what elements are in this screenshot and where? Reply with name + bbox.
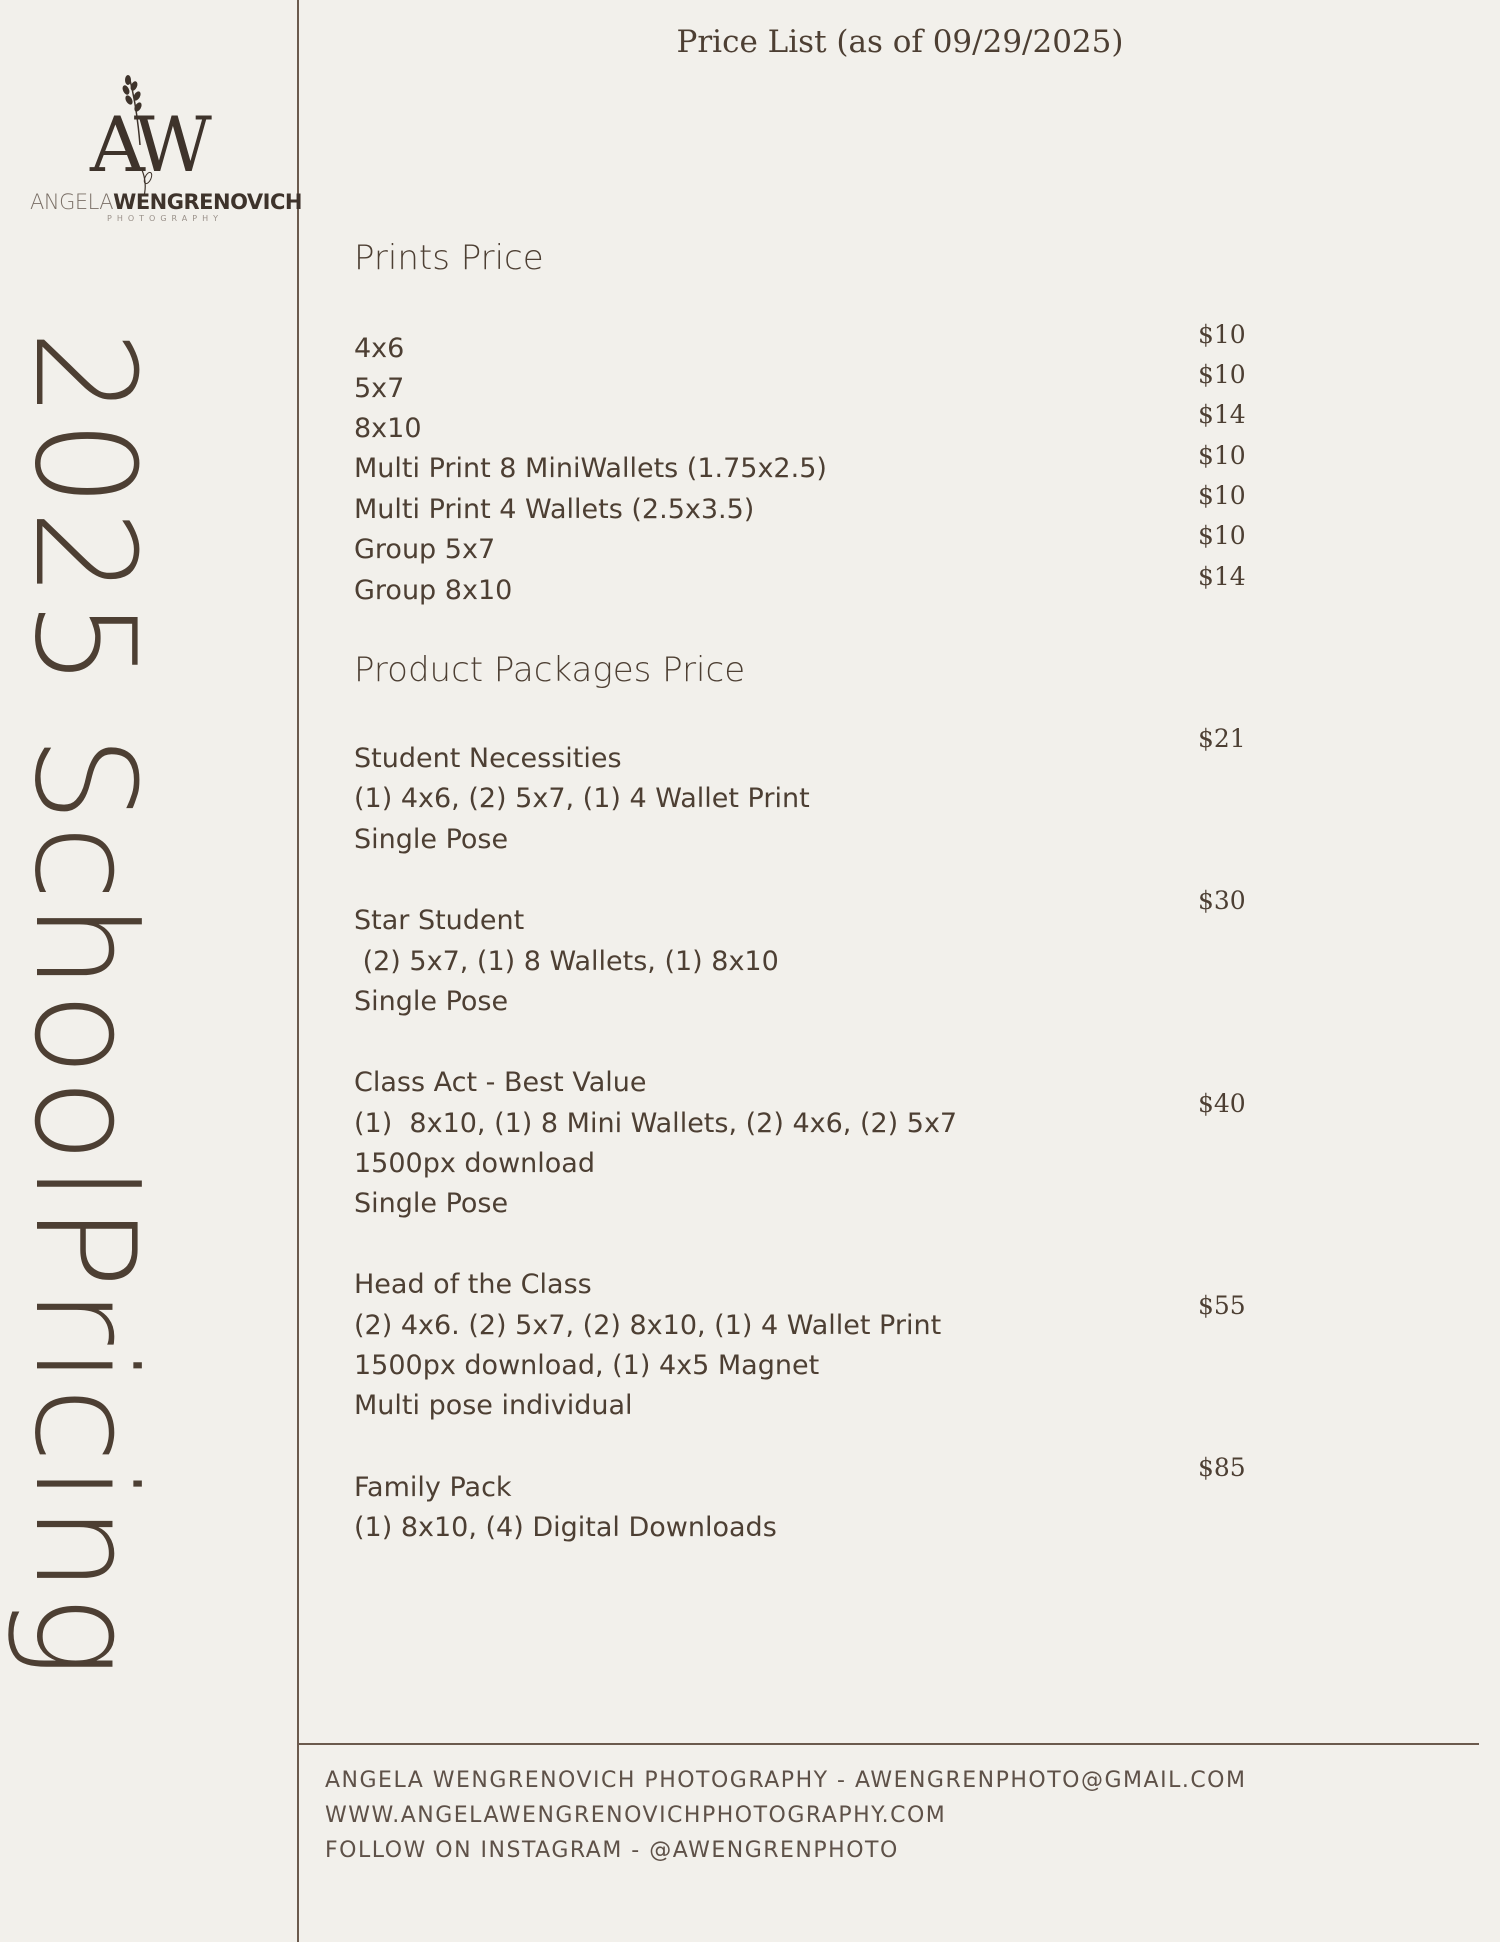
print-price: $10	[1198, 481, 1246, 510]
packages-heading: Product Packages Price	[354, 650, 746, 690]
footer-website: WWW.ANGELAWENGRENOVICHPHOTOGRAPHY.COM	[325, 1803, 947, 1828]
print-label: Multi Print 8 MiniWallets (1.75x2.5)	[354, 453, 827, 484]
package-detail: (1) 8x10, (4) Digital Downloads	[354, 1512, 777, 1543]
package-detail: (2) 5x7, (1) 8 Wallets, (1) 8x10	[354, 946, 779, 977]
vertical-title: 2025 SchoolPricing	[4, 330, 165, 1680]
print-price: $10	[1198, 441, 1246, 470]
package-price: $21	[1198, 724, 1246, 753]
print-price: $14	[1198, 562, 1246, 591]
package-price: $30	[1198, 886, 1246, 915]
print-price: $10	[1198, 320, 1246, 349]
sidebar-divider	[297, 0, 299, 1942]
package-detail: (1) 4x6, (2) 5x7, (1) 4 Wallet Print	[354, 783, 810, 814]
print-label: 5x7	[354, 373, 405, 404]
package-name: Head of the Class	[354, 1269, 592, 1300]
print-label: Group 8x10	[354, 575, 513, 606]
package-detail: (1) 8x10, (1) 8 Mini Wallets, (2) 4x6, (2) 5x7	[354, 1108, 958, 1139]
package-name: Star Student	[354, 905, 525, 936]
package-detail: 1500px download, (1) 4x5 Magnet	[354, 1350, 820, 1381]
print-label: 8x10	[354, 413, 422, 444]
logo-subtitle: PHOTOGRAPHY	[107, 214, 223, 223]
brand-logo	[20, 70, 302, 230]
print-label: Multi Print 4 Wallets (2.5x3.5)	[354, 494, 755, 525]
footer-contact: ANGELA WENGRENOVICH PHOTOGRAPHY - AWENGRENPHOTO@GMAIL.COM	[325, 1768, 1247, 1793]
logo-first-name: ANGELA	[30, 190, 114, 214]
footer-instagram: FOLLOW ON INSTAGRAM - @AWENGRENPHOTO	[325, 1838, 899, 1863]
print-price: $10	[1198, 360, 1246, 389]
package-name: Student Necessities	[354, 743, 622, 774]
package-name: Family Pack	[354, 1472, 512, 1503]
package-detail: Single Pose	[354, 824, 509, 855]
print-label: Group 5x7	[354, 534, 496, 565]
package-detail: Single Pose	[354, 1188, 509, 1219]
print-price: $10	[1198, 521, 1246, 550]
logo-name	[30, 190, 302, 214]
logo-last-name: WENGRENOVICH	[113, 190, 302, 214]
package-detail: 1500px download	[354, 1148, 595, 1179]
package-price: $55	[1198, 1291, 1246, 1320]
footer-divider	[299, 1743, 1479, 1745]
package-detail: (2) 4x6. (2) 5x7, (2) 8x10, (1) 4 Wallet Print	[354, 1310, 942, 1341]
package-name: Class Act - Best Value	[354, 1067, 647, 1098]
logo-monogram-text: AW	[90, 100, 204, 189]
package-detail: Single Pose	[354, 986, 509, 1017]
package-detail: Multi pose individual	[354, 1390, 633, 1421]
package-price: $40	[1198, 1089, 1246, 1118]
print-label: 4x6	[354, 333, 405, 364]
print-price: $14	[1198, 400, 1246, 429]
prints-heading: Prints Price	[354, 238, 544, 278]
page-title: Price List (as of 09/29/2025)	[676, 24, 1124, 60]
package-price: $85	[1198, 1453, 1246, 1482]
